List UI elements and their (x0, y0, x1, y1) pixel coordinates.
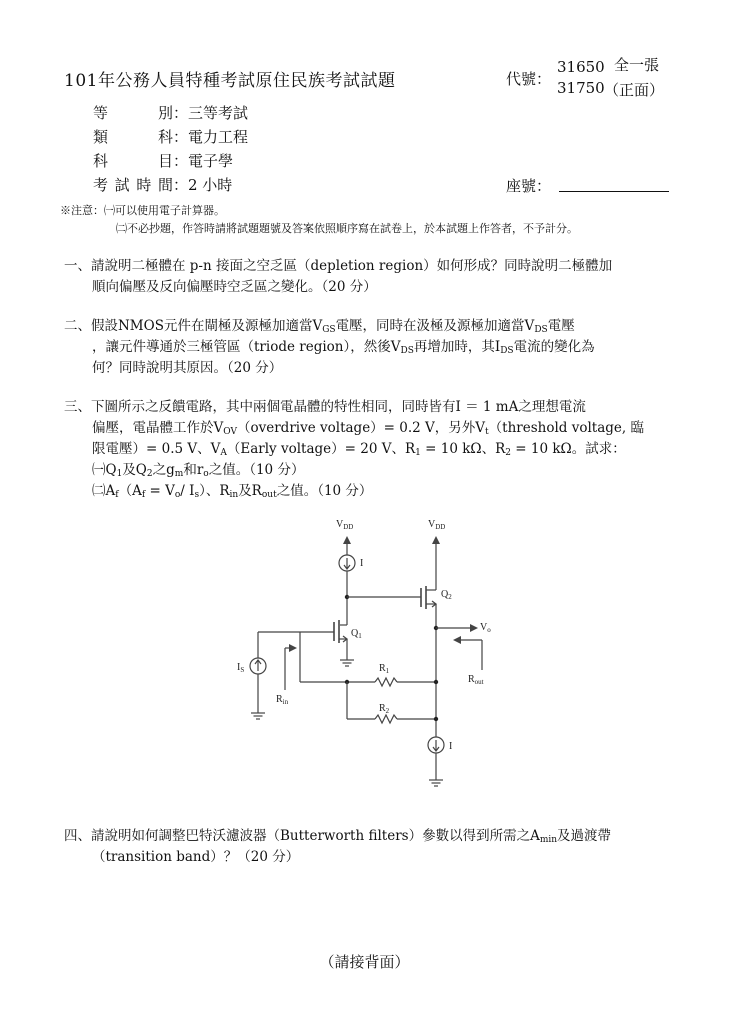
q3-text: 之值。（10 分） (208, 462, 305, 478)
subscript: min (539, 835, 558, 845)
info-value: ：三等考試 (173, 104, 249, 122)
info-label: 科 目 (93, 152, 173, 170)
q2-text: ，讓元件導通於三極管區（triode region），然後V (92, 339, 401, 355)
q3-text: 和r (183, 462, 204, 478)
q3-text: （threshold voltage, 臨 (488, 420, 644, 436)
subscript: out (261, 490, 277, 500)
q3-text: （overdrive voltage）= 0.2 V，另外V (236, 420, 486, 436)
rout-label: $R_{out}$ (468, 674, 484, 686)
subscript: 1 (116, 469, 123, 479)
exam-title: 101年公務人員特種考試原住民族考試試題 (64, 71, 396, 91)
q3-text: 限電壓）= 0.5 V、V (92, 441, 221, 457)
q3-text: （A (118, 483, 142, 499)
code-label: 代號： (506, 70, 552, 88)
subscript: f (115, 490, 119, 500)
resistor-r1-icon (375, 678, 397, 686)
r1-label: $R_1$ (379, 663, 390, 675)
q2-text: 再增加時，其I (413, 339, 501, 355)
q3-text: ）、R (199, 483, 230, 499)
q2-text: 電流的變化為 (513, 339, 595, 355)
q1-label: $Q_1$ (351, 628, 362, 640)
q4-text: 及過渡帶 (557, 828, 612, 844)
question-4-line-2: （transition band）？（20 分） (92, 849, 300, 865)
note-2: ㈡不必抄題，作答時請將試題題號及答案依照順序寫在試卷上，於本試題上作答者，不予計分。 (116, 222, 578, 235)
question-number: 四、 (64, 828, 91, 844)
is-label: $I_S$ (237, 662, 245, 674)
sheet-side: （正面） (604, 81, 665, 99)
exam-code-2: 31750 (557, 79, 605, 97)
seat-label: 座號： (506, 177, 552, 195)
subscript: m (174, 469, 184, 479)
q3-text: 之g (152, 462, 175, 478)
question-1-line-2: 順向偏壓及反向偏壓時空乏區之變化。（20 分） (92, 279, 377, 295)
vdd-label-2: $V_{DD}$ (428, 519, 446, 531)
q3-text: / I (180, 483, 195, 499)
subscript: in (229, 490, 239, 500)
question-text: 請說明二極體在 p-n 接面之空乏區（depletion region）如何形成？同時說明二極體加 (91, 258, 613, 274)
subscript: DS (500, 346, 514, 356)
q3-text: ㈡A (92, 483, 116, 499)
junction-dot (434, 717, 438, 721)
output-arrow-icon (470, 624, 478, 632)
q3-text: 下圖所示之反饋電路，其中兩個電晶體的特性相同，同時皆有I ＝ 1 mA之理想電流 (91, 399, 586, 415)
current-label-top: I (360, 558, 364, 569)
info-value: ：電子學 (173, 152, 234, 170)
subscript: f (141, 490, 146, 500)
q3-text: = V (145, 483, 175, 499)
subscript: DS (534, 325, 548, 335)
subscript: 2 (505, 448, 512, 458)
info-label: 考試時間 (93, 176, 173, 194)
q3-text: 及R (238, 483, 262, 499)
subscript: OV (223, 427, 237, 437)
subscript: t (485, 427, 489, 437)
info-label: 等 別 (93, 104, 173, 122)
q2-text: 電壓，同時在汲極及源極加適當V (335, 318, 535, 334)
subscript: 2 (146, 469, 153, 479)
question-number: 二、 (64, 318, 91, 334)
subscript: 1 (415, 448, 421, 458)
q2-label: $Q_2$ (441, 589, 452, 601)
note-prefix: ※注意： (60, 204, 104, 217)
rin-label: $R_{in}$ (276, 694, 289, 706)
note-1: ㈠可以使用電子計算器。 (104, 204, 225, 217)
subscript: o (174, 490, 181, 500)
vdd-label-1: $V_{DD}$ (336, 519, 354, 531)
q3-text: ㈠Q (92, 462, 117, 478)
subscript: DS (400, 346, 414, 356)
subscript: A (220, 448, 227, 458)
q3-text: （Early voltage）= 20 V、R (226, 441, 416, 457)
subscript: GS (322, 325, 336, 335)
sheet-count: 全一張 (614, 56, 660, 74)
exam-code-1: 31650 (557, 58, 605, 76)
vo-label: $V_o$ (480, 622, 491, 634)
info-value: ：2 小時 (173, 176, 233, 194)
subscript: o (203, 469, 209, 479)
question-number: 一、 (64, 258, 91, 274)
q2-text: 電壓 (547, 318, 575, 334)
q3-text: 之值。（10 分） (276, 483, 373, 499)
subscript: s (194, 490, 200, 500)
q2-text: 假設NMOS元件在閘極及源極加適當V (91, 318, 323, 334)
junction-dot (434, 680, 438, 684)
q4-text: 請說明如何調整巴特沃濾波器（Butterworth filters）參數以得到所需之A (91, 828, 540, 844)
info-value: ：電力工程 (173, 128, 249, 146)
q3-text: 及Q (122, 462, 147, 478)
q3-text: = 10 kΩ。試求： (511, 441, 626, 457)
q3-text: 偏壓，電晶體工作於V (92, 420, 224, 436)
current-label-bottom: I (449, 741, 453, 752)
info-label: 類 科 (93, 128, 173, 146)
rout-arrow-icon (453, 636, 461, 644)
vdd-arrow-icon (432, 536, 440, 544)
question-4-line-1 (64, 826, 611, 847)
vdd-arrow-icon (343, 536, 351, 544)
resistor-r2-icon (375, 715, 397, 723)
page-footer: （請接背面） (319, 953, 410, 971)
question-2-line-3: 何？同時說明其原因。（20 分） (92, 360, 283, 376)
q3-text: = 10 kΩ、R (420, 441, 506, 457)
rin-arrow-icon (289, 644, 297, 652)
r2-label: $R_2$ (379, 703, 390, 715)
question-number: 三、 (64, 399, 91, 415)
